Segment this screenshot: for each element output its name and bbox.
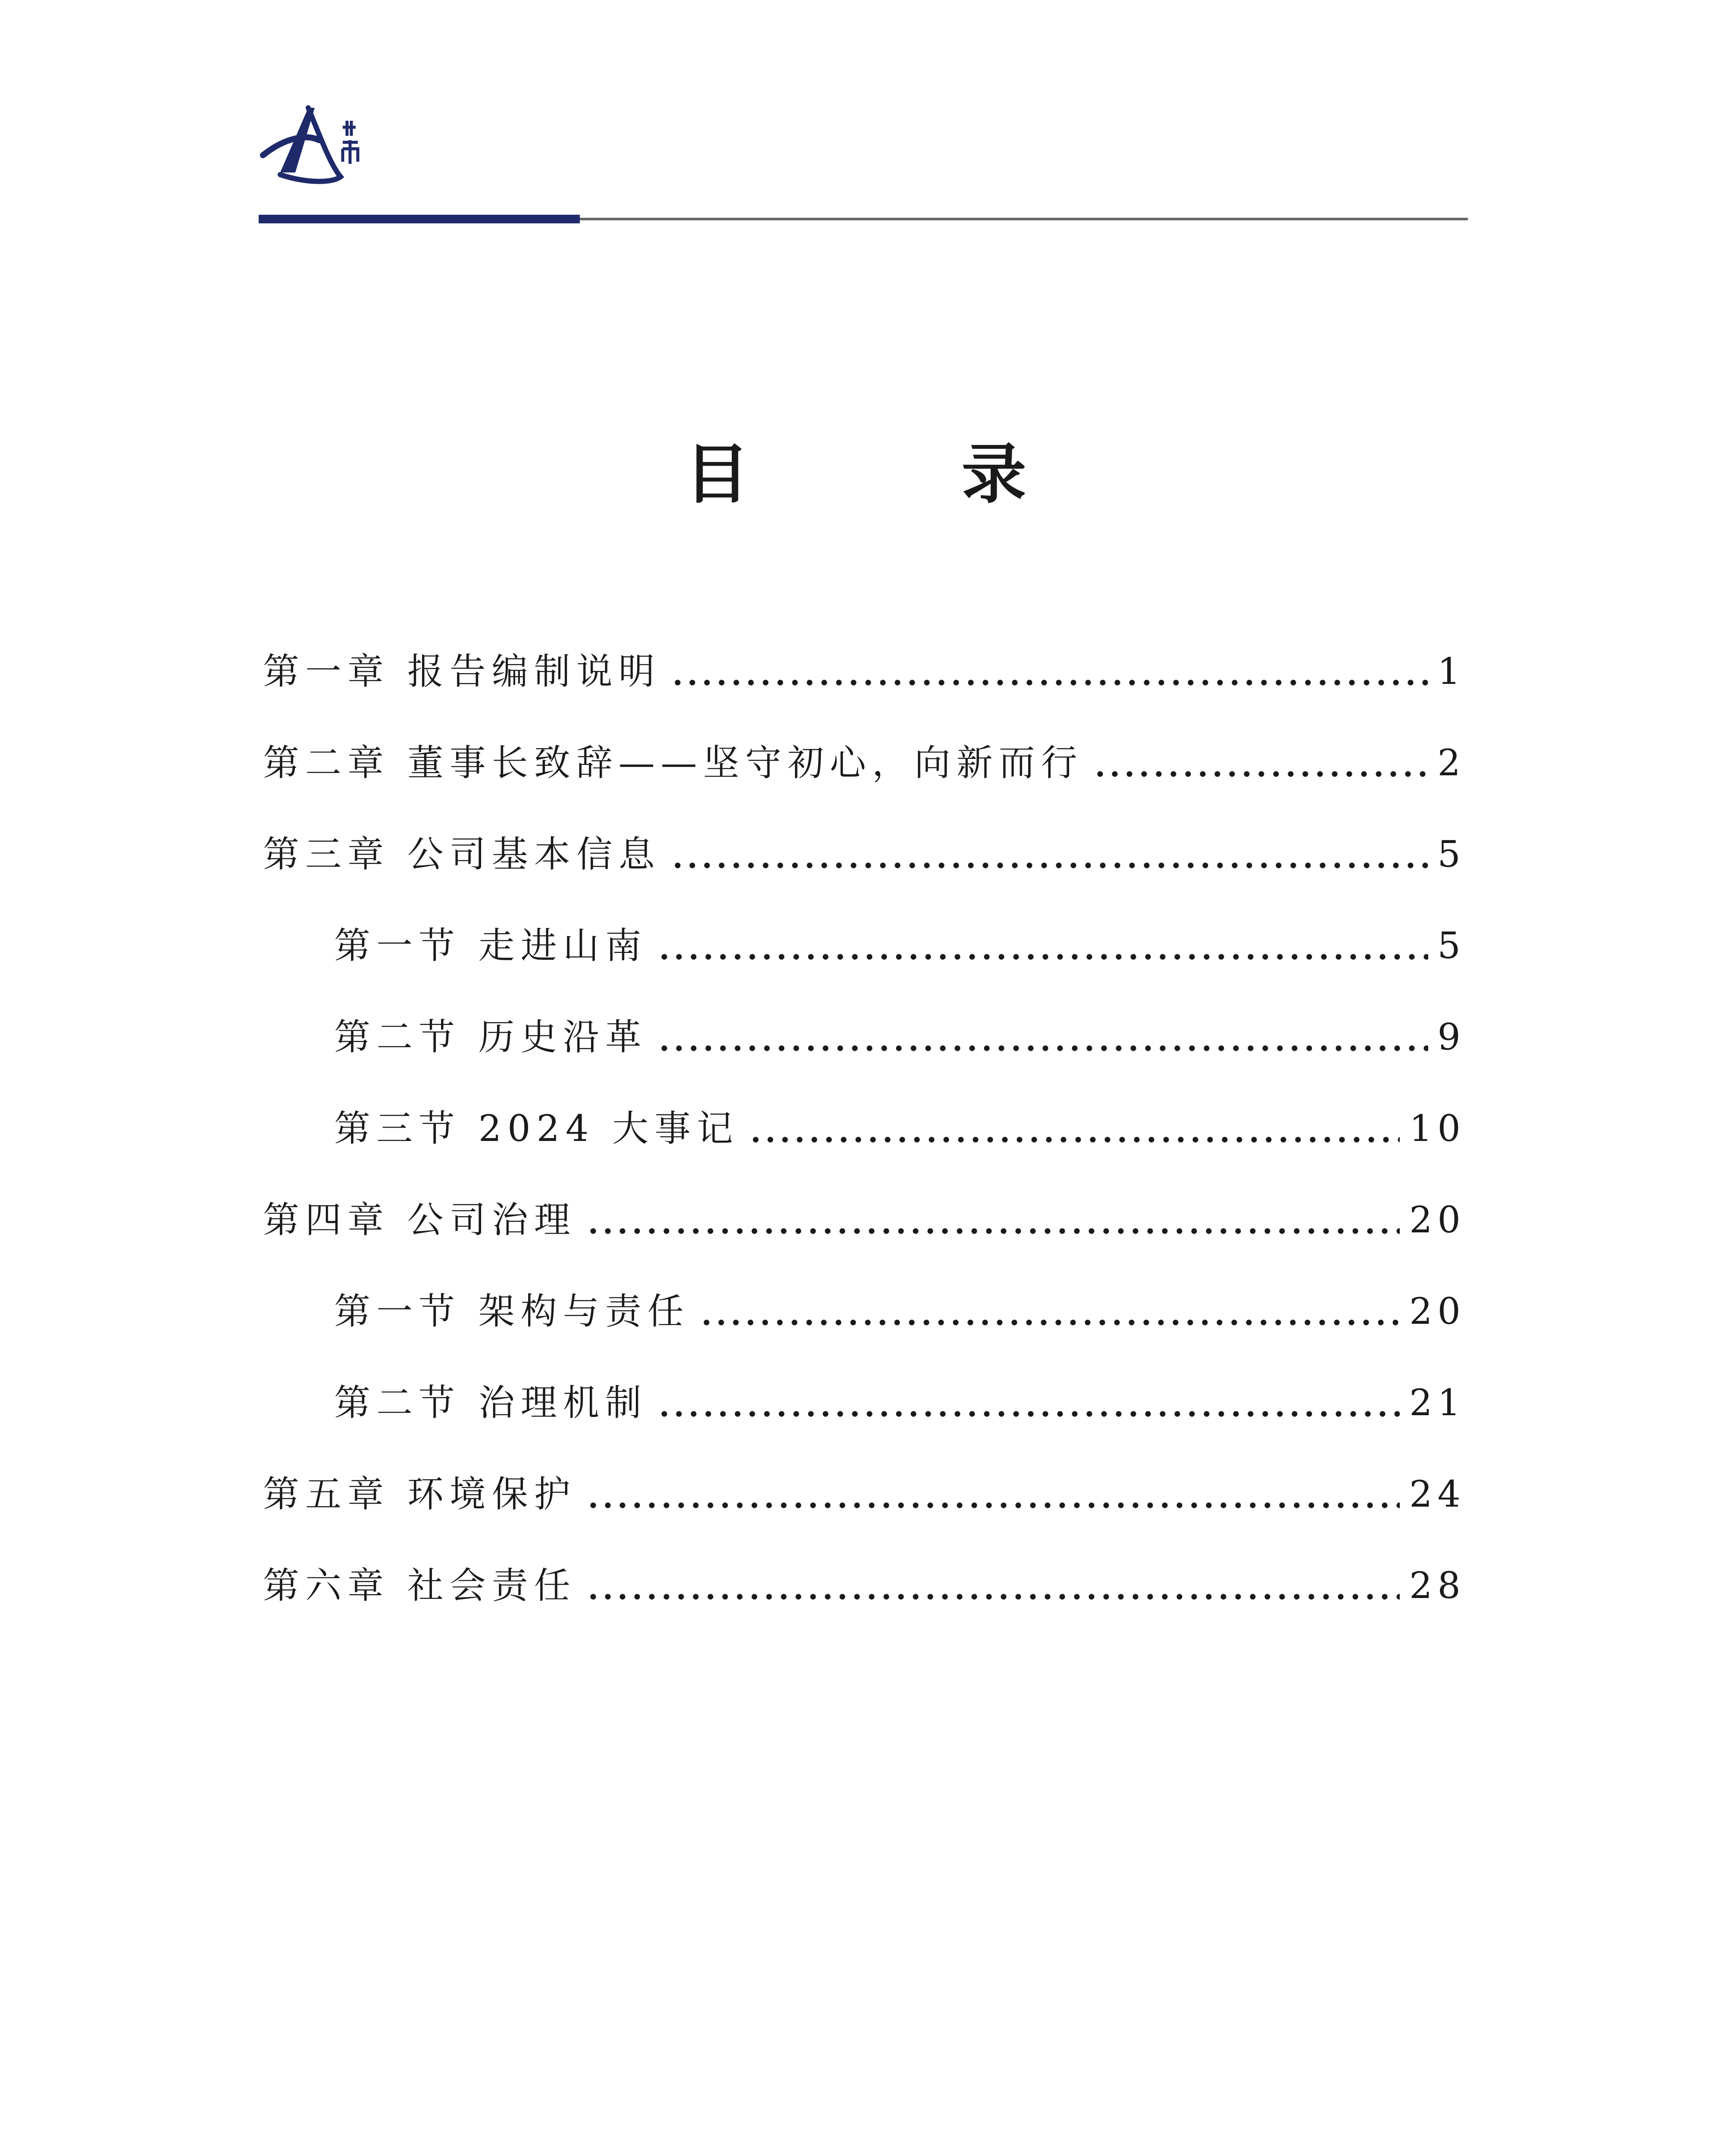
toc-dot-leader — [586, 1594, 1400, 1600]
toc-dot-leader — [748, 1137, 1400, 1143]
toc-dot-leader — [586, 1502, 1400, 1508]
toc-entry[interactable] — [263, 1244, 1466, 1335]
toc-entry-page: 20 — [1409, 1290, 1466, 1332]
table-of-contents — [263, 604, 1466, 1609]
toc-entry-page: 28 — [1409, 1564, 1466, 1607]
toc-entry[interactable] — [263, 695, 1466, 787]
toc-entry[interactable] — [263, 1061, 1466, 1152]
toc-entry[interactable] — [263, 787, 1466, 878]
toc-dot-leader — [586, 1228, 1400, 1234]
toc-dot-leader — [657, 954, 1428, 960]
header-rule — [580, 218, 1468, 220]
toc-entry-page: 9 — [1437, 1016, 1466, 1058]
toc-entry-page: 24 — [1409, 1473, 1466, 1515]
toc-dot-leader — [699, 1319, 1400, 1326]
toc-entry-page: 20 — [1409, 1199, 1466, 1241]
toc-entry-page: 2 — [1437, 742, 1466, 784]
toc-entry-label: 第五章 环境保护 — [263, 1473, 576, 1515]
header-rule-accent — [259, 215, 580, 223]
toc-entry-label: 第一章 报告编制说明 — [263, 650, 661, 693]
toc-entry-page: 5 — [1437, 924, 1466, 967]
toc-entry-label: 第二章 董事长致辞——坚守初心，向新而行 — [263, 742, 1083, 784]
toc-entry-label: 第六章 社会责任 — [263, 1564, 576, 1607]
toc-entry[interactable] — [263, 1335, 1466, 1426]
toc-dot-leader — [1093, 771, 1428, 777]
toc-dot-leader — [657, 1411, 1400, 1417]
toc-entry-label: 第四章 公司治理 — [263, 1199, 576, 1241]
toc-entry[interactable] — [263, 878, 1466, 969]
toc-entry-label: 第一节 走进山南 — [334, 924, 647, 967]
toc-dot-leader — [670, 862, 1428, 868]
toc-entry-page: 10 — [1409, 1107, 1466, 1150]
toc-entry-label: 第一节 架构与责任 — [334, 1290, 690, 1332]
toc-entry-page: 5 — [1437, 833, 1466, 875]
toc-dot-leader — [657, 1045, 1428, 1051]
toc-entry[interactable] — [263, 604, 1466, 695]
toc-entry-page: 21 — [1409, 1382, 1466, 1424]
toc-entry[interactable] — [263, 1426, 1466, 1518]
toc-entry-label: 第三节 2024 大事记 — [334, 1107, 739, 1150]
toc-entry-label: 第二节 治理机制 — [334, 1382, 647, 1424]
toc-entry-label: 第三章 公司基本信息 — [263, 833, 661, 875]
toc-entry[interactable] — [263, 1518, 1466, 1609]
toc-dot-leader — [670, 680, 1428, 686]
toc-entry[interactable] — [263, 1152, 1466, 1244]
toc-entry[interactable] — [263, 969, 1466, 1061]
toc-entry-label: 第二节 历史沿革 — [334, 1016, 647, 1058]
company-logo-icon — [254, 91, 379, 194]
page-title: 目 录 — [685, 436, 1121, 512]
toc-entry-page: 1 — [1437, 650, 1466, 693]
